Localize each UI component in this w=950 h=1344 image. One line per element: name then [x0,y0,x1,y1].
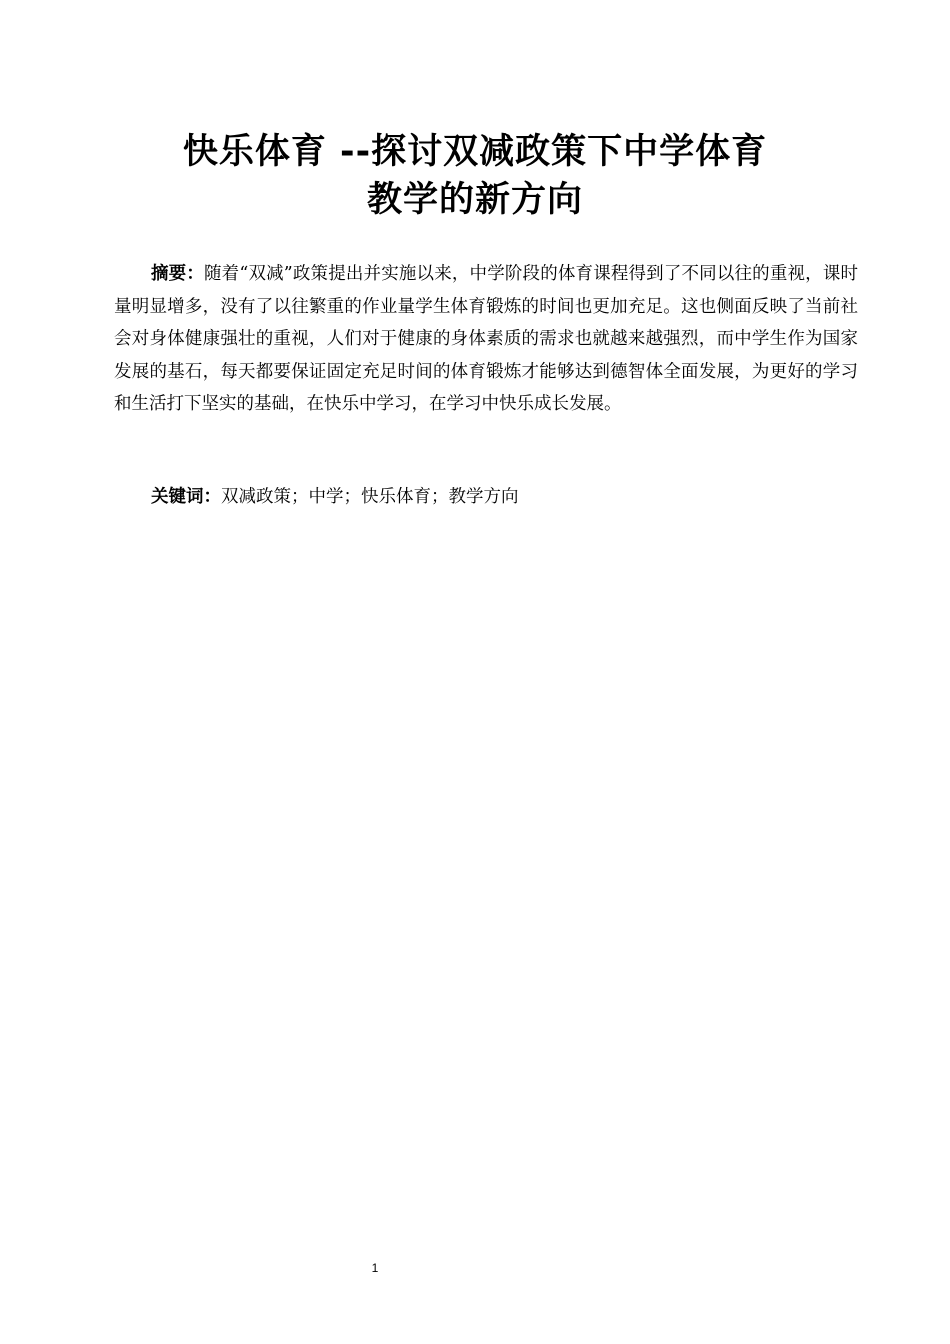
page-number: 1 [371,1261,379,1275]
keywords-paragraph [114,481,858,514]
document-title [0,128,950,224]
keywords-text: 双减政策；中学；快乐体育；教学方向 [221,487,519,507]
title-line-2: 教学的新方向 [366,180,583,220]
title-line-1: 快乐体育 --探讨双减政策下中学体育 [182,132,768,172]
abstract-text: 随着“双减”政策提出并实施以来，中学阶段的体育课程得到了不同以往的重视，课时量明显增多，没有了以往繁重的作业量学生体育锻炼的时间也更加充足。这也侧面反映了当前社会对身体健康强壮的重视，人们对于健康的身体素质的需求也就越来越强烈，而中学生作为国家发展的基石，每天都要保证固定充足时间的体育锻炼才能够达到德智体全面发展，为更好的学习和生活打下坚实的基础，在快乐中学习，在学习中快乐成长发展。 [114,264,859,414]
abstract-paragraph [114,258,858,421]
keywords-label: 关键词： [151,487,221,507]
abstract-label: 摘要： [151,264,204,284]
